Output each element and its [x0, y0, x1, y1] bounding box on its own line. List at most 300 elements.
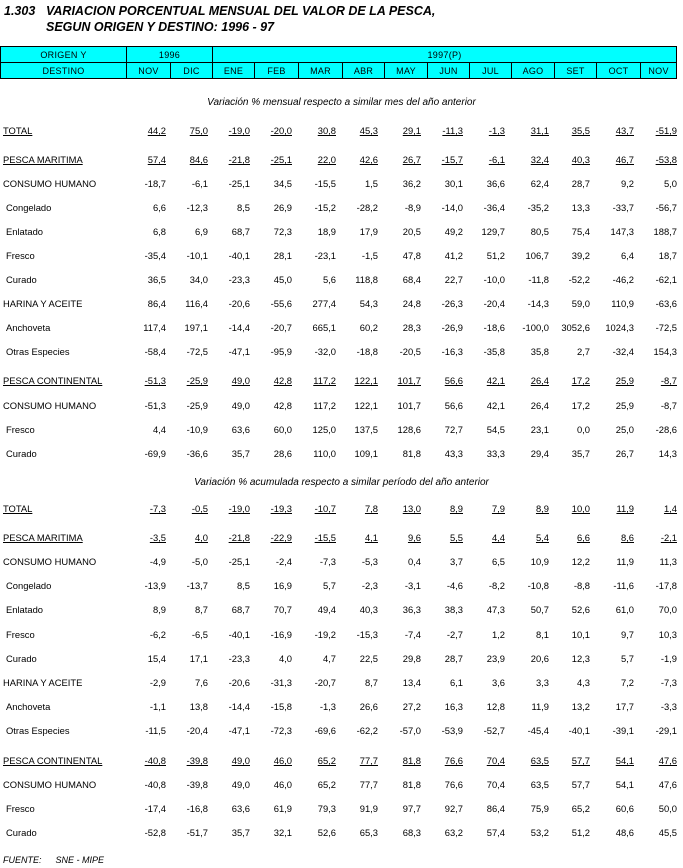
- cell-value: -3,3: [660, 701, 677, 712]
- cell-value: -51,3: [144, 375, 166, 386]
- cell-value: 16,9: [273, 580, 292, 591]
- table-row: [0, 580, 683, 593]
- cell-value: -1,1: [149, 701, 166, 712]
- row-label: CONSUMO HUMANO: [3, 556, 97, 567]
- cell-value: 18,9: [317, 226, 336, 237]
- cell-value: 11,9: [616, 503, 634, 514]
- cell-value: 47,8: [402, 250, 421, 261]
- cell-value: 1,5: [364, 178, 378, 189]
- cell-value: 30,1: [444, 178, 463, 189]
- cell-value: -57,0: [399, 725, 421, 736]
- cell-value: -29,1: [655, 725, 677, 736]
- cell-value: 34,0: [189, 274, 208, 285]
- cell-value: -17,8: [655, 580, 677, 591]
- cell-value: 197,1: [184, 322, 208, 333]
- cell-value: 26,4: [530, 400, 549, 411]
- cell-value: -45,4: [527, 725, 549, 736]
- cell-value: -12,3: [186, 202, 208, 213]
- cell-value: 34,5: [273, 178, 292, 189]
- cell-value: 12,8: [486, 701, 505, 712]
- cell-value: 28,3: [402, 322, 421, 333]
- cell-value: -0,5: [191, 503, 208, 514]
- cell-value: 63,6: [231, 424, 250, 435]
- month-header: OCT: [597, 63, 641, 79]
- cell-value: -40,8: [144, 755, 166, 766]
- table-row: [0, 250, 683, 263]
- cell-value: -19,3: [270, 503, 292, 514]
- cell-value: -36,4: [483, 202, 505, 213]
- cell-value: -14,3: [527, 298, 549, 309]
- cell-value: -8,8: [573, 580, 590, 591]
- month-header: JUN: [428, 63, 470, 79]
- cell-value: -35,4: [144, 250, 166, 261]
- cell-value: 63,2: [444, 827, 463, 838]
- cell-value: 12,3: [571, 653, 590, 664]
- cell-value: -8,7: [660, 400, 677, 411]
- cell-value: -72,5: [655, 322, 677, 333]
- cell-value: -26,3: [441, 298, 463, 309]
- cell-value: 106,7: [525, 250, 549, 261]
- cell-value: 116,4: [185, 298, 208, 309]
- table-row: [0, 701, 683, 714]
- cell-value: 6,6: [576, 532, 590, 543]
- cell-value: 51,2: [571, 827, 590, 838]
- cell-value: 32,4: [530, 154, 549, 165]
- cell-value: 17,2: [571, 375, 590, 386]
- cell-value: 8,5: [236, 202, 250, 213]
- year-1996-header: 1996: [127, 47, 213, 63]
- cell-value: 97,7: [402, 803, 421, 814]
- row-label: TOTAL: [3, 125, 33, 136]
- cell-value: 65,2: [317, 755, 336, 766]
- cell-value: -20,6: [228, 677, 250, 688]
- cell-value: 49,0: [231, 375, 250, 386]
- cell-value: 39,2: [571, 250, 590, 261]
- month-header: SET: [555, 63, 597, 79]
- cell-value: 13,2: [571, 701, 590, 712]
- cell-value: 57,7: [571, 755, 590, 766]
- cell-value: 75,4: [571, 226, 590, 237]
- cell-value: 110,9: [611, 298, 634, 309]
- cell-value: 61,9: [273, 803, 292, 814]
- table-row: [0, 653, 683, 666]
- cell-value: -16,8: [186, 803, 208, 814]
- cell-value: 35,7: [231, 448, 250, 459]
- cell-value: 4,4: [491, 532, 505, 543]
- cell-value: 6,5: [491, 556, 505, 567]
- cell-value: 3052,6: [561, 322, 590, 333]
- cell-value: -15,5: [314, 178, 336, 189]
- cell-value: 13,0: [402, 503, 421, 514]
- row-label: TOTAL: [3, 503, 33, 514]
- cell-value: -25,1: [228, 556, 250, 567]
- cell-value: -40,8: [144, 779, 166, 790]
- cell-value: -19,2: [314, 629, 336, 640]
- table-row: [0, 827, 683, 840]
- cell-value: 9,7: [620, 629, 634, 640]
- cell-value: 122,1: [354, 400, 378, 411]
- row-label: Curado: [6, 448, 37, 459]
- cell-value: -19,0: [228, 503, 250, 514]
- cell-value: -10,7: [314, 503, 336, 514]
- cell-value: 5,5: [449, 532, 463, 543]
- cell-value: -35,8: [483, 346, 505, 357]
- table-row: [0, 803, 683, 816]
- cell-value: -15,3: [356, 629, 378, 640]
- cell-value: -3,1: [404, 580, 421, 591]
- cell-value: -46,2: [612, 274, 634, 285]
- cell-value: 54,1: [615, 755, 634, 766]
- cell-value: 7,2: [620, 677, 634, 688]
- cell-value: -7,3: [149, 503, 166, 514]
- cell-value: 92,7: [444, 803, 463, 814]
- cell-value: 79,3: [317, 803, 336, 814]
- cell-value: 45,3: [359, 125, 378, 136]
- source-note: [3, 855, 118, 865]
- cell-value: 7,9: [491, 503, 505, 514]
- cell-value: 43,3: [444, 448, 463, 459]
- cell-value: -100,0: [522, 322, 549, 333]
- table-row: [0, 125, 683, 138]
- table-row: [0, 424, 683, 437]
- row-label: PESCA MARITIMA: [3, 154, 83, 165]
- section-title: Variación % mensual respecto a similar mes del año anterior: [207, 97, 476, 108]
- row-label: Otras Especies: [6, 346, 70, 357]
- table-row: [0, 274, 683, 287]
- cell-value: -52,2: [568, 274, 590, 285]
- table-row: [0, 154, 683, 167]
- cell-value: -10,1: [186, 250, 208, 261]
- cell-value: 30,8: [317, 125, 336, 136]
- row-label: Congelado: [6, 580, 52, 591]
- cell-value: -10,8: [527, 580, 549, 591]
- cell-value: -21,8: [228, 532, 250, 543]
- cell-value: 57,7: [571, 779, 590, 790]
- cell-value: 35,8: [530, 346, 549, 357]
- cell-value: 76,6: [444, 779, 463, 790]
- cell-value: -8,9: [404, 202, 421, 213]
- table-row: [0, 400, 683, 413]
- cell-value: -11,8: [528, 274, 549, 285]
- cell-value: 16,3: [444, 701, 463, 712]
- table-row: [0, 375, 683, 388]
- cell-value: 72,3: [273, 226, 292, 237]
- cell-value: 8,9: [449, 503, 463, 514]
- cell-value: 54,1: [615, 779, 634, 790]
- row-label: CONSUMO HUMANO: [3, 779, 97, 790]
- cell-value: 68,7: [231, 604, 250, 615]
- cell-value: -53,8: [655, 154, 677, 165]
- cell-value: -8,2: [488, 580, 505, 591]
- cell-value: -15,5: [314, 532, 336, 543]
- cell-value: 70,7: [273, 604, 292, 615]
- table-row: [0, 202, 683, 215]
- cell-value: -51,7: [186, 827, 208, 838]
- cell-value: 76,6: [444, 755, 463, 766]
- cell-value: 63,5: [530, 755, 549, 766]
- cell-value: 36,5: [147, 274, 166, 285]
- cell-value: -72,3: [270, 725, 292, 736]
- cell-value: 26,9: [273, 202, 292, 213]
- cell-value: 52,6: [571, 604, 590, 615]
- origin-header-line-1: ORIGEN Y: [1, 47, 127, 63]
- cell-value: -4,9: [149, 556, 166, 567]
- cell-value: 47,6: [658, 755, 677, 766]
- cell-value: 62,4: [530, 178, 549, 189]
- cell-value: 49,0: [231, 400, 250, 411]
- cell-value: 68,3: [402, 827, 421, 838]
- year-1997-header: 1997(P): [213, 47, 677, 63]
- cell-value: -2,1: [660, 532, 677, 543]
- cell-value: 72,7: [444, 424, 463, 435]
- cell-value: -11,5: [145, 725, 166, 736]
- month-header: ENE: [213, 63, 255, 79]
- cell-value: 77,7: [359, 755, 378, 766]
- cell-value: -28,6: [655, 424, 677, 435]
- cell-value: -10,0: [483, 274, 505, 285]
- cell-value: 4,0: [194, 532, 208, 543]
- cell-value: 3,3: [535, 677, 549, 688]
- cell-value: 28,1: [273, 250, 292, 261]
- cell-value: 4,4: [152, 424, 166, 435]
- cell-value: -53,9: [441, 725, 463, 736]
- cell-value: 11,9: [531, 701, 549, 712]
- cell-value: 50,7: [530, 604, 549, 615]
- table-row: [0, 532, 683, 545]
- cell-value: 51,2: [486, 250, 505, 261]
- cell-value: 665,1: [312, 322, 336, 333]
- table-row: [0, 677, 683, 690]
- cell-value: 68,4: [402, 274, 421, 285]
- cell-value: -18,7: [144, 178, 166, 189]
- cell-value: 117,4: [143, 322, 166, 333]
- cell-value: 80,5: [530, 226, 549, 237]
- cell-value: -72,5: [186, 346, 208, 357]
- cell-value: 27,2: [402, 701, 421, 712]
- cell-value: 20,6: [530, 653, 549, 664]
- cell-value: -52,8: [144, 827, 166, 838]
- cell-value: 125,0: [312, 424, 336, 435]
- cell-value: -20,6: [228, 298, 250, 309]
- table-row: [0, 346, 683, 359]
- cell-value: 50,0: [658, 803, 677, 814]
- cell-value: 23,1: [530, 424, 549, 435]
- cell-value: 22,7: [444, 274, 463, 285]
- row-label: Curado: [6, 827, 37, 838]
- cell-value: 54,3: [359, 298, 378, 309]
- cell-value: -39,8: [186, 755, 208, 766]
- cell-value: 54,5: [486, 424, 505, 435]
- cell-value: 26,6: [359, 701, 378, 712]
- cell-value: -51,3: [144, 400, 166, 411]
- cell-value: 25,9: [615, 375, 634, 386]
- cell-value: -1,5: [361, 250, 378, 261]
- cell-value: 38,3: [444, 604, 463, 615]
- cell-value: 7,6: [194, 677, 208, 688]
- table-row: [0, 503, 683, 516]
- cell-value: 17,2: [571, 400, 590, 411]
- cell-value: -16,9: [270, 629, 292, 640]
- cell-value: 60,6: [615, 803, 634, 814]
- row-label: Fresco: [6, 803, 35, 814]
- cell-value: -1,3: [488, 125, 505, 136]
- cell-value: -18,6: [483, 322, 505, 333]
- table-row: [0, 448, 683, 461]
- cell-value: 40,3: [359, 604, 378, 615]
- cell-value: 77,7: [359, 779, 378, 790]
- cell-value: -39,1: [612, 725, 634, 736]
- cell-value: -69,9: [144, 448, 166, 459]
- cell-value: 81,8: [402, 448, 421, 459]
- cell-value: 75,9: [530, 803, 549, 814]
- cell-value: 44,2: [147, 125, 166, 136]
- cell-value: -7,3: [660, 677, 677, 688]
- cell-value: 28,7: [444, 653, 463, 664]
- cell-value: 42,1: [486, 400, 505, 411]
- cell-value: 1,4: [663, 503, 677, 514]
- cell-value: -20,4: [483, 298, 505, 309]
- cell-value: 91,9: [359, 803, 378, 814]
- title-line-2: SEGUN ORIGEN Y DESTINO: 1996 - 97: [46, 20, 275, 34]
- cell-value: 28,7: [571, 178, 590, 189]
- cell-value: -33,7: [612, 202, 634, 213]
- table-row: [0, 226, 683, 239]
- cell-value: -8,7: [660, 375, 677, 386]
- table-row: [0, 556, 683, 569]
- cell-value: -7,4: [404, 629, 421, 640]
- cell-value: 20,5: [402, 226, 421, 237]
- cell-value: 61,0: [615, 604, 634, 615]
- row-label: HARINA Y ACEITE: [3, 298, 83, 309]
- cell-value: 1024,3: [605, 322, 634, 333]
- cell-value: 137,5: [354, 424, 378, 435]
- cell-value: 277,4: [312, 298, 336, 309]
- cell-value: 36,2: [402, 178, 421, 189]
- table-row: [0, 322, 683, 335]
- cell-value: -4,6: [446, 580, 463, 591]
- cell-value: 128,6: [397, 424, 421, 435]
- cell-value: 11,3: [659, 556, 677, 567]
- month-header: DIC: [171, 63, 213, 79]
- cell-value: 84,6: [189, 154, 208, 165]
- table-row: [0, 755, 683, 768]
- cell-value: 47,6: [658, 779, 677, 790]
- table-row: [0, 779, 683, 792]
- cell-value: -25,1: [228, 178, 250, 189]
- cell-value: 49,0: [231, 755, 250, 766]
- cell-value: 35,7: [571, 448, 590, 459]
- cell-value: -11,6: [613, 580, 634, 591]
- cell-value: -6,5: [191, 629, 208, 640]
- cell-value: 45,5: [658, 827, 677, 838]
- cell-value: 65,2: [317, 779, 336, 790]
- cell-value: 57,4: [147, 154, 166, 165]
- cell-value: 23,9: [486, 653, 505, 664]
- row-label: Enlatado: [6, 226, 44, 237]
- cell-value: -20,4: [186, 725, 208, 736]
- cell-value: 26,7: [402, 154, 421, 165]
- row-label: Fresco: [6, 424, 35, 435]
- cell-value: 49,4: [317, 604, 336, 615]
- title-line-1: VARIACION PORCENTUAL MENSUAL DEL VALOR DE LA PESCA,: [46, 4, 436, 18]
- cell-value: -47,1: [228, 725, 250, 736]
- row-label: CONSUMO HUMANO: [3, 178, 97, 189]
- cell-value: -20,5: [399, 346, 421, 357]
- cell-value: 6,6: [152, 202, 166, 213]
- source-value: SNE - MIPE: [55, 855, 105, 865]
- cell-value: 86,4: [147, 298, 166, 309]
- cell-value: -40,1: [228, 250, 250, 261]
- cell-value: -26,9: [441, 322, 463, 333]
- cell-value: 70,4: [486, 779, 505, 790]
- cell-value: -25,9: [186, 375, 208, 386]
- cell-value: 11,9: [616, 556, 634, 567]
- cell-value: 8,9: [152, 604, 166, 615]
- cell-value: 110,0: [313, 448, 336, 459]
- cell-value: 17,1: [189, 653, 208, 664]
- cell-value: 17,7: [615, 701, 634, 712]
- cell-value: -32,4: [612, 346, 634, 357]
- cell-value: 31,1: [530, 125, 549, 136]
- cell-value: -16,3: [441, 346, 463, 357]
- cell-value: 47,3: [486, 604, 505, 615]
- cell-value: 8,1: [535, 629, 549, 640]
- cell-value: 35,5: [571, 125, 590, 136]
- cell-value: 40,3: [571, 154, 590, 165]
- cell-value: 32,1: [273, 827, 292, 838]
- cell-value: -40,1: [228, 629, 250, 640]
- cell-value: 5,7: [322, 580, 336, 591]
- cell-value: 53,2: [530, 827, 549, 838]
- cell-value: -20,7: [270, 322, 292, 333]
- cell-value: -7,3: [319, 556, 336, 567]
- cell-value: 5,6: [322, 274, 336, 285]
- cell-value: 118,8: [355, 274, 378, 285]
- row-label: CONSUMO HUMANO: [3, 400, 97, 411]
- cell-value: 129,7: [481, 226, 505, 237]
- cell-value: -25,1: [270, 154, 292, 165]
- cell-value: 12,2: [571, 556, 590, 567]
- cell-value: 70,0: [658, 604, 677, 615]
- cell-value: -36,6: [186, 448, 208, 459]
- cell-value: -10,9: [186, 424, 208, 435]
- cell-value: 18,7: [658, 250, 677, 261]
- cell-value: 8,7: [364, 677, 378, 688]
- table-row: [0, 725, 683, 738]
- cell-value: -31,3: [270, 677, 292, 688]
- cell-value: -39,8: [186, 779, 208, 790]
- cell-value: -22,9: [270, 532, 292, 543]
- cell-value: 36,3: [402, 604, 421, 615]
- cell-value: -95,9: [270, 346, 292, 357]
- cell-value: -6,1: [191, 178, 208, 189]
- month-header: FEB: [255, 63, 299, 79]
- row-label: Enlatado: [6, 604, 44, 615]
- cell-value: -55,6: [270, 298, 292, 309]
- origin-header-line-2: DESTINO: [1, 63, 127, 79]
- cell-value: 24,8: [402, 298, 421, 309]
- cell-value: -51,9: [655, 125, 677, 136]
- cell-value: 0,4: [407, 556, 421, 567]
- cell-value: 46,0: [273, 755, 292, 766]
- cell-value: 42,6: [359, 154, 378, 165]
- cell-value: 6,9: [194, 226, 208, 237]
- cell-value: 10,0: [571, 503, 590, 514]
- cell-value: -56,7: [655, 202, 677, 213]
- cell-value: 109,1: [354, 448, 378, 459]
- cell-value: -35,2: [527, 202, 549, 213]
- cell-value: -23,3: [228, 274, 250, 285]
